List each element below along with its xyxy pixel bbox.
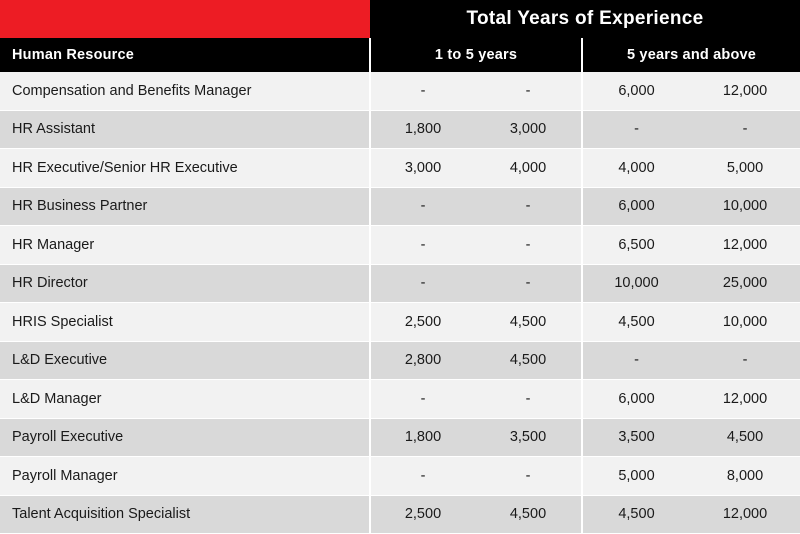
salary-cell: 8,000	[690, 457, 800, 496]
role-cell: HR Business Partner	[0, 187, 370, 226]
salary-cell: -	[370, 226, 475, 265]
salary-cell: 6,000	[582, 72, 690, 110]
salary-cell: 12,000	[690, 226, 800, 265]
table-row	[0, 226, 800, 265]
role-cell: L&D Executive	[0, 341, 370, 380]
salary-cell: -	[582, 341, 690, 380]
salary-cell: 3,500	[475, 418, 582, 457]
banner-title: Total Years of Experience	[370, 0, 800, 38]
salary-cell: 4,000	[582, 149, 690, 188]
salary-cell: 4,500	[690, 418, 800, 457]
salary-cell: -	[690, 341, 800, 380]
table-row	[0, 495, 800, 534]
salary-cell: -	[475, 72, 582, 110]
salary-cell: 10,000	[690, 187, 800, 226]
salary-cell: 4,500	[475, 341, 582, 380]
salary-cell: 4,500	[582, 495, 690, 534]
role-cell: L&D Manager	[0, 380, 370, 419]
header-row	[0, 38, 800, 72]
role-cell: Payroll Manager	[0, 457, 370, 496]
salary-cell: -	[475, 264, 582, 303]
table-row	[0, 380, 800, 419]
salary-cell: -	[370, 380, 475, 419]
salary-cell: 4,500	[475, 495, 582, 534]
role-cell: HRIS Specialist	[0, 303, 370, 342]
role-cell: HR Assistant	[0, 110, 370, 149]
table-row	[0, 110, 800, 149]
column-header-group-2: 5 years and above	[582, 38, 800, 72]
salary-cell: 2,800	[370, 341, 475, 380]
salary-cell: 4,500	[582, 303, 690, 342]
salary-cell: 4,500	[475, 303, 582, 342]
salary-cell: 3,000	[370, 149, 475, 188]
salary-cell: 4,000	[475, 149, 582, 188]
role-cell: HR Manager	[0, 226, 370, 265]
role-cell: Talent Acquisition Specialist	[0, 495, 370, 534]
table-row	[0, 72, 800, 110]
salary-cell: 2,500	[370, 303, 475, 342]
salary-cell: 5,000	[582, 457, 690, 496]
salary-cell: -	[582, 110, 690, 149]
banner-row	[0, 0, 800, 38]
salary-cell: -	[475, 380, 582, 419]
salary-cell: 12,000	[690, 72, 800, 110]
table-row	[0, 303, 800, 342]
salary-cell: -	[475, 226, 582, 265]
salary-cell: 6,000	[582, 187, 690, 226]
table-row	[0, 418, 800, 457]
role-cell: HR Executive/Senior HR Executive	[0, 149, 370, 188]
salary-cell: 10,000	[582, 264, 690, 303]
table-row	[0, 149, 800, 188]
salary-cell: -	[370, 187, 475, 226]
salary-cell: -	[370, 72, 475, 110]
salary-cell: -	[475, 457, 582, 496]
salary-cell: 6,000	[582, 380, 690, 419]
salary-cell: 12,000	[690, 380, 800, 419]
table-row	[0, 341, 800, 380]
banner-accent-block	[0, 0, 370, 38]
salary-cell: -	[475, 187, 582, 226]
role-cell: HR Director	[0, 264, 370, 303]
column-header-group-1: 1 to 5 years	[370, 38, 582, 72]
role-cell: Compensation and Benefits Manager	[0, 72, 370, 110]
salary-cell: 2,500	[370, 495, 475, 534]
salary-cell: -	[690, 110, 800, 149]
salary-cell: 1,800	[370, 418, 475, 457]
table-body	[0, 72, 800, 534]
salary-cell: 3,000	[475, 110, 582, 149]
salary-cell: 12,000	[690, 495, 800, 534]
role-cell: Payroll Executive	[0, 418, 370, 457]
salary-cell: -	[370, 264, 475, 303]
salary-cell: 10,000	[690, 303, 800, 342]
table-row	[0, 187, 800, 226]
salary-cell: 25,000	[690, 264, 800, 303]
salary-cell: -	[370, 457, 475, 496]
salary-cell: 1,800	[370, 110, 475, 149]
salary-cell: 5,000	[690, 149, 800, 188]
salary-cell: 3,500	[582, 418, 690, 457]
salary-cell: 6,500	[582, 226, 690, 265]
table-row	[0, 457, 800, 496]
table-row	[0, 264, 800, 303]
column-header-role: Human Resource	[0, 38, 370, 72]
